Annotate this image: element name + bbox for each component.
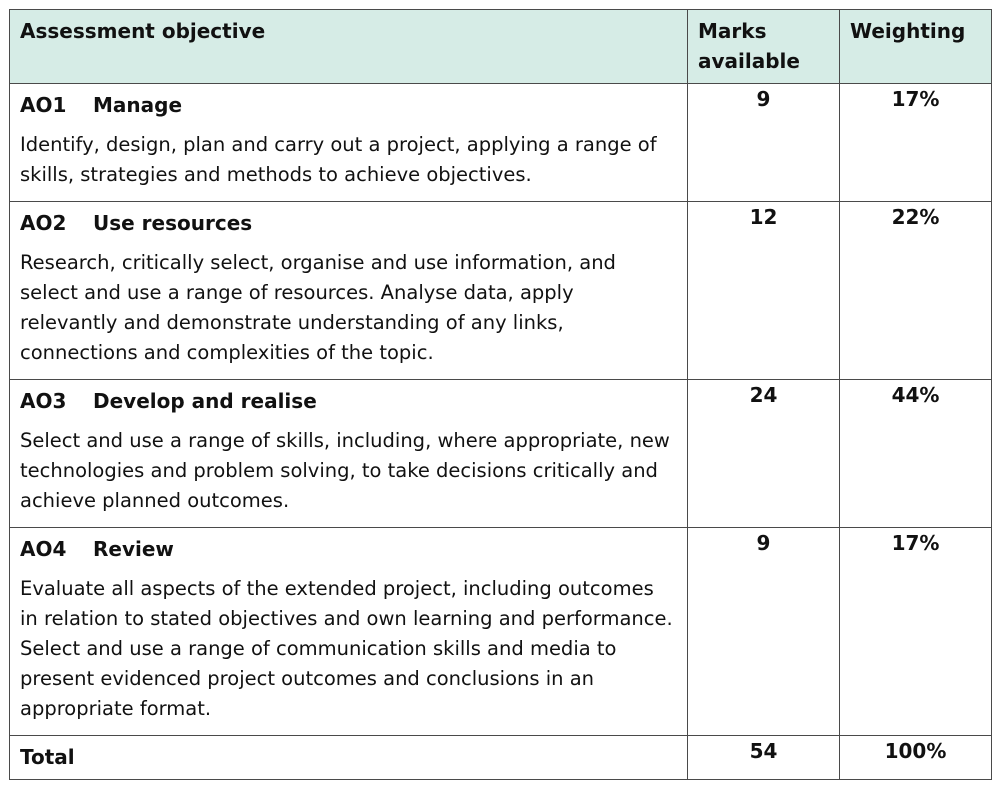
- objective-title: Manage: [93, 93, 183, 117]
- objective-code: AO4: [20, 537, 67, 561]
- weighting-cell: 22%: [840, 202, 992, 380]
- marks-cell: 9: [688, 528, 840, 736]
- objective-description: Select and use a range of skills, including, where appropriate, new technologies and problem solving, to take decisions critically and achieve planned outcomes.: [20, 429, 670, 512]
- objective-title: Develop and realise: [93, 389, 317, 413]
- objective-description: Research, critically select, organise and use information, and select and use a range of resources. Analyse data, apply relevantly and demonstrate understanding of any links, connections and complexities of the topic.: [20, 251, 616, 364]
- objective-heading: [20, 208, 677, 238]
- total-label: Total: [20, 745, 75, 769]
- objective-cell: [10, 202, 688, 380]
- header-row: [10, 10, 992, 84]
- total-row: [10, 736, 992, 780]
- weighting-cell: 44%: [840, 380, 992, 528]
- objective-cell: [10, 380, 688, 528]
- objective-description: Evaluate all aspects of the extended project, including outcomes in relation to stated objectives and own learning and performance. Select and use a range of communication skills and media to present evidenced project outcomes and conclusions in an appropriate format.: [20, 577, 673, 720]
- objective-heading: [20, 386, 677, 416]
- objective-cell: [10, 528, 688, 736]
- total-label-cell: [10, 736, 688, 780]
- table-row: [10, 202, 992, 380]
- marks-cell: 9: [688, 84, 840, 202]
- table-row: [10, 528, 992, 736]
- weighting-cell: 17%: [840, 528, 992, 736]
- header-weighting: Weighting: [840, 10, 992, 84]
- table-row: [10, 84, 992, 202]
- marks-cell: 12: [688, 202, 840, 380]
- objective-title: Review: [93, 537, 174, 561]
- objective-heading: [20, 534, 677, 564]
- total-marks: 54: [688, 736, 840, 780]
- objective-heading: [20, 90, 677, 120]
- header-objective: Assessment objective: [10, 10, 688, 84]
- weighting-cell: 17%: [840, 84, 992, 202]
- objective-code: AO1: [20, 93, 67, 117]
- total-weighting: 100%: [840, 736, 992, 780]
- marks-cell: 24: [688, 380, 840, 528]
- header-marks: Marks available: [688, 10, 840, 84]
- objective-cell: [10, 84, 688, 202]
- objective-description: Identify, design, plan and carry out a project, applying a range of skills, strategies and methods to achieve objectives.: [20, 133, 657, 186]
- objective-title: Use resources: [93, 211, 253, 235]
- objective-code: AO2: [20, 211, 67, 235]
- table-row: [10, 380, 992, 528]
- objective-code: AO3: [20, 389, 67, 413]
- assessment-table: [9, 9, 992, 780]
